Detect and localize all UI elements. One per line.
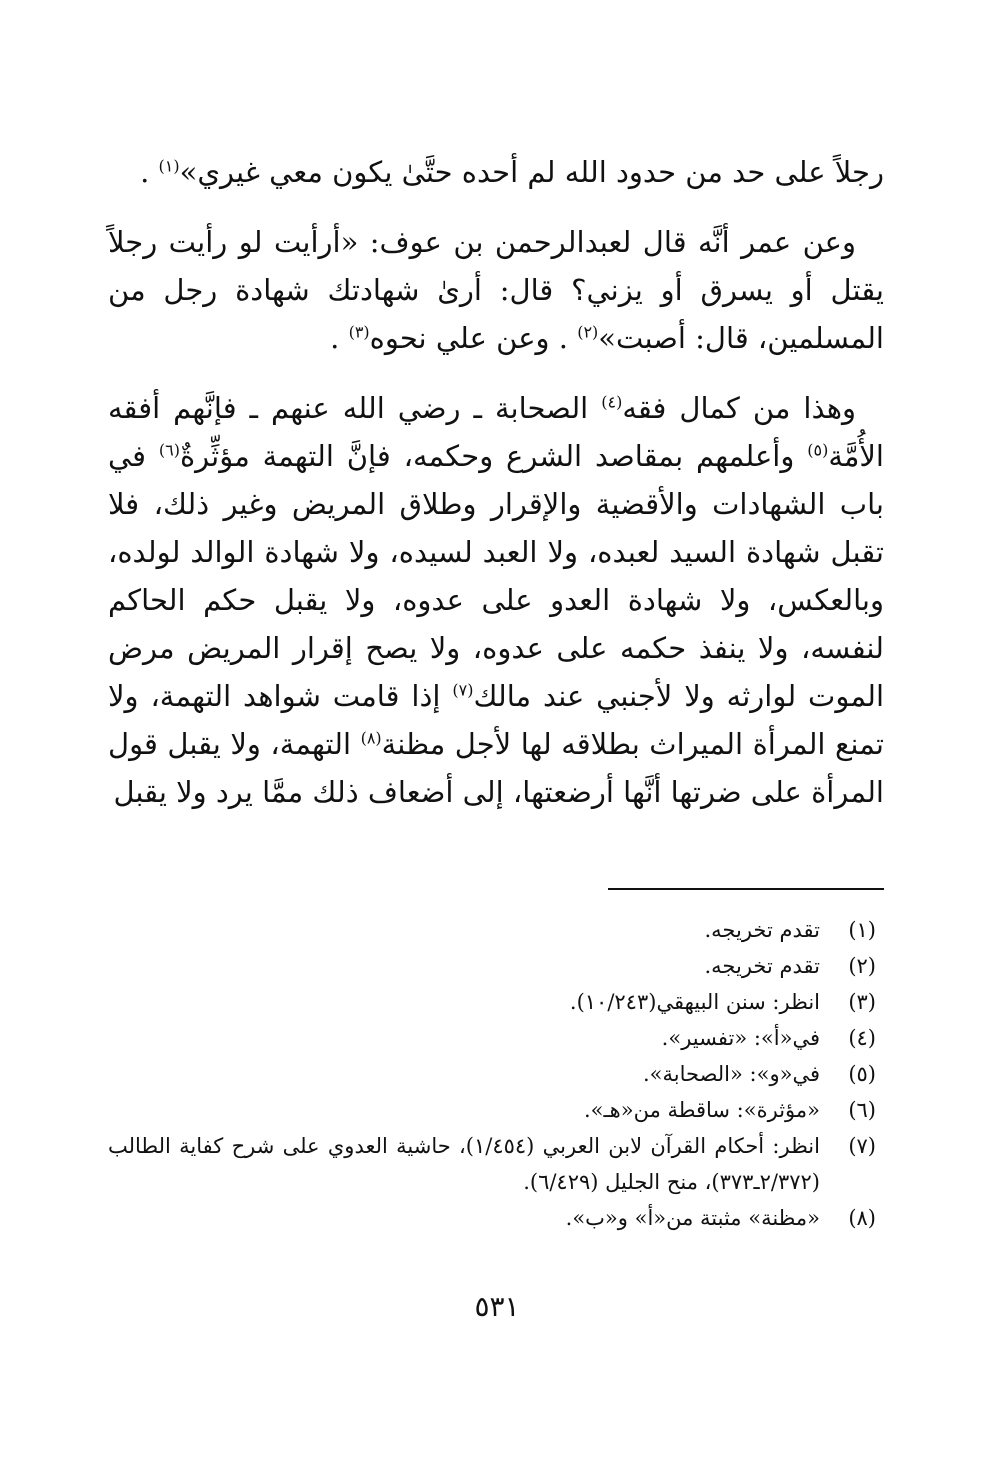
footnote-divider (608, 888, 884, 890)
footnote-number: (١) (848, 918, 876, 942)
footnote-number: (٢) (848, 954, 876, 978)
footnote-number: (٧) (848, 1134, 876, 1158)
footnote-ref-5: (٥) (807, 440, 829, 460)
text-segment: رجلاً على حد من حدود الله لم أحده حتَّىٰ يكون معي غيري» (179, 155, 884, 189)
footnote-text: «مظنة» مثبتة من«أ» و«ب». (565, 1206, 820, 1230)
footnote-ref-3: (٣) (348, 322, 370, 342)
footnote-text: انظر: أحكام القرآن لابن العربي (١/٤٥٤)، حاشية العدوي على شرح كفاية الطالب (٢/٣٧٢ـ٣٧٣)، منح الجليل (٦/٤٢٩). (108, 1134, 820, 1194)
text-segment: وعن عمر أنَّه قال لعبدالرحمن بن عوف: «أرأيت لو رأيت رجلاً يقتل أو يسرق أو يزني؟ قال: أرىٰ شهادتك شهادة رجل من المسلمين، قال: أصبت» (108, 225, 884, 355)
footnotes-list (108, 912, 884, 1236)
text-segment: . وعن علي نحوه (369, 321, 578, 355)
footnote-6 (108, 1092, 884, 1128)
paragraph-2 (108, 218, 884, 362)
footnote-text: تقدم تخريجه. (704, 954, 820, 978)
footnote-ref-6: (٦) (158, 440, 180, 460)
footnote-1 (108, 912, 884, 948)
paragraph-3 (108, 384, 884, 816)
footnote-number: (٣) (848, 990, 876, 1014)
text-segment: التهمة، ولا يقبل قول المرأة على ضرتها أنَّها أرضعتها، إلى أضعاف ذلك ممَّا يرد ولا يقبل (108, 727, 884, 809)
footnote-text: في«أ»: «تفسير». (661, 1026, 820, 1050)
text-segment: . (140, 155, 159, 189)
footnote-7 (108, 1128, 884, 1200)
footnote-text: تقدم تخريجه. (704, 918, 820, 942)
footnote-4 (108, 1020, 884, 1056)
text-segment: إذا قامت شواهد التهمة، ولا تمنع المرأة الميراث بطلاقه لها لأجل مظنة (108, 679, 884, 761)
footnote-number: (٥) (848, 1062, 876, 1086)
footnote-ref-4: (٤) (601, 392, 623, 412)
footnote-ref-2: (٢) (577, 322, 599, 342)
footnote-ref-1: (١) (158, 156, 180, 176)
text-segment: وهذا من كمال فقه (622, 391, 857, 425)
footnote-number: (٤) (848, 1026, 876, 1050)
footnote-8 (108, 1200, 884, 1236)
footnote-text: في«و»: «الصحابة». (642, 1062, 820, 1086)
footnote-text: انظر: سنن البيهقي(١٠/٢٤٣). (569, 990, 820, 1014)
footnote-3 (108, 984, 884, 1020)
footnote-number: (٨) (848, 1206, 876, 1230)
text-segment: في باب الشهادات والأقضية والإقرار وطلاق المريض وغير ذلك، فلا تقبل شهادة السيد لعبده، ولا العبد لسيده، ولا شهادة الوالد لولده، وبالعكس، ولا شهادة العدو على عدوه، ولا يقبل حكم الحاكم لنفسه، ولا ينفذ حكمه على عدوه، ولا يصح إقرار المريض مرض الموت لوارثه ولا لأجنبي عند مالك (108, 439, 884, 713)
paragraph-1 (108, 148, 884, 196)
text-segment: . (330, 321, 349, 355)
footnote-2 (108, 948, 884, 984)
footnote-number: (٦) (848, 1098, 876, 1122)
text-segment: الصحابة ـ رضي الله عنهم ـ فإنَّهم أفقه الأُمَّة (108, 391, 884, 473)
footnote-ref-7: (٧) (452, 680, 474, 700)
text-segment: وأعلمهم بمقاصد الشرع وحكمه، فإنَّ التهمة مؤثِّرةٌ (179, 439, 808, 473)
footnote-text: «مؤثرة»: ساقطة من«هـ». (583, 1098, 820, 1122)
page-number: ٥٣١ (474, 1290, 520, 1323)
main-text (108, 148, 884, 838)
footnote-ref-8: (٨) (360, 728, 382, 748)
footnote-5 (108, 1056, 884, 1092)
